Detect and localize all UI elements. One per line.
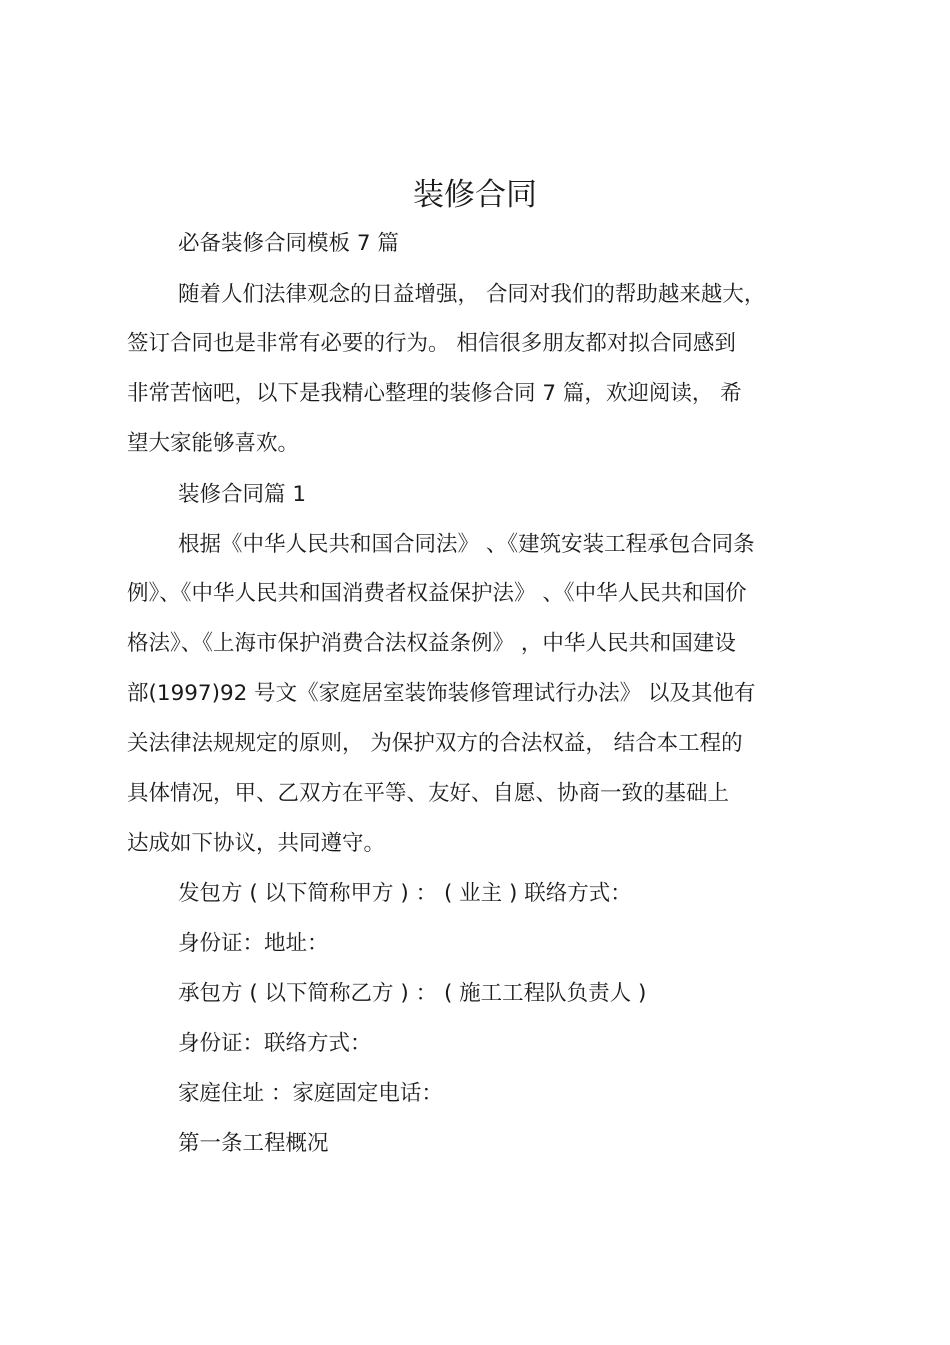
party-a-id-line: 身份证：地址： [178, 931, 329, 956]
party-b-line: 承包方 ( 以下简称乙方 ) ： ( 施工工程队负责人 ) [178, 981, 647, 1006]
body-paragraph-line-7: 达成如下协议，共同遵守。 [127, 831, 386, 856]
document-title: 装修合同 [413, 177, 537, 213]
section-heading: 装修合同篇 1 [178, 482, 307, 507]
body-paragraph-line-6: 具体情况，甲、乙双方在平等、友好、自愿、协商一致的基础上 [127, 781, 730, 806]
article-one-heading: 第一条工程概况 [178, 1131, 329, 1156]
body-paragraph-line-5: 关法律法规规定的原则， 为保护双方的合法权益， 结合本工程的 [127, 731, 743, 756]
body-paragraph-line-3: 格法》、《上海市保护消费合法权益条例》 ，中华人民共和国建设 [127, 631, 736, 656]
body-paragraph-line-2: 例》、《中华人民共和国消费者权益保护法》 、《中华人民共和国价 [127, 581, 747, 606]
body-paragraph-line-1: 根据《中华人民共和国合同法》 、《建筑安装工程承包合同条 [178, 532, 755, 557]
intro-paragraph-line-2: 签订合同也是非常有必要的行为。 相信很多朋友都对拟合同感到 [127, 331, 736, 356]
intro-paragraph-line-4: 望大家能够喜欢。 [127, 431, 300, 456]
intro-paragraph-line-3: 非常苦恼吧，以下是我精心整理的装修合同 7 篇，欢迎阅读， 希 [127, 381, 742, 406]
subtitle-line: 必备装修合同模板 7 篇 [178, 231, 399, 256]
party-a-line: 发包方 ( 以下简称甲方 ) ： ( 业主 ) 联络方式： [178, 881, 632, 906]
intro-paragraph-line-1: 随着人们法律观念的日益增强， 合同对我们的帮助越来越大， [178, 282, 766, 307]
party-b-id-line: 身份证：联络方式： [178, 1031, 372, 1056]
body-paragraph-line-4: 部(1997)92 号文《家庭居室装饰装修管理试行办法》 以及其他有 [127, 681, 756, 706]
home-address-line: 家庭住址 ：家庭固定电话： [178, 1081, 443, 1106]
